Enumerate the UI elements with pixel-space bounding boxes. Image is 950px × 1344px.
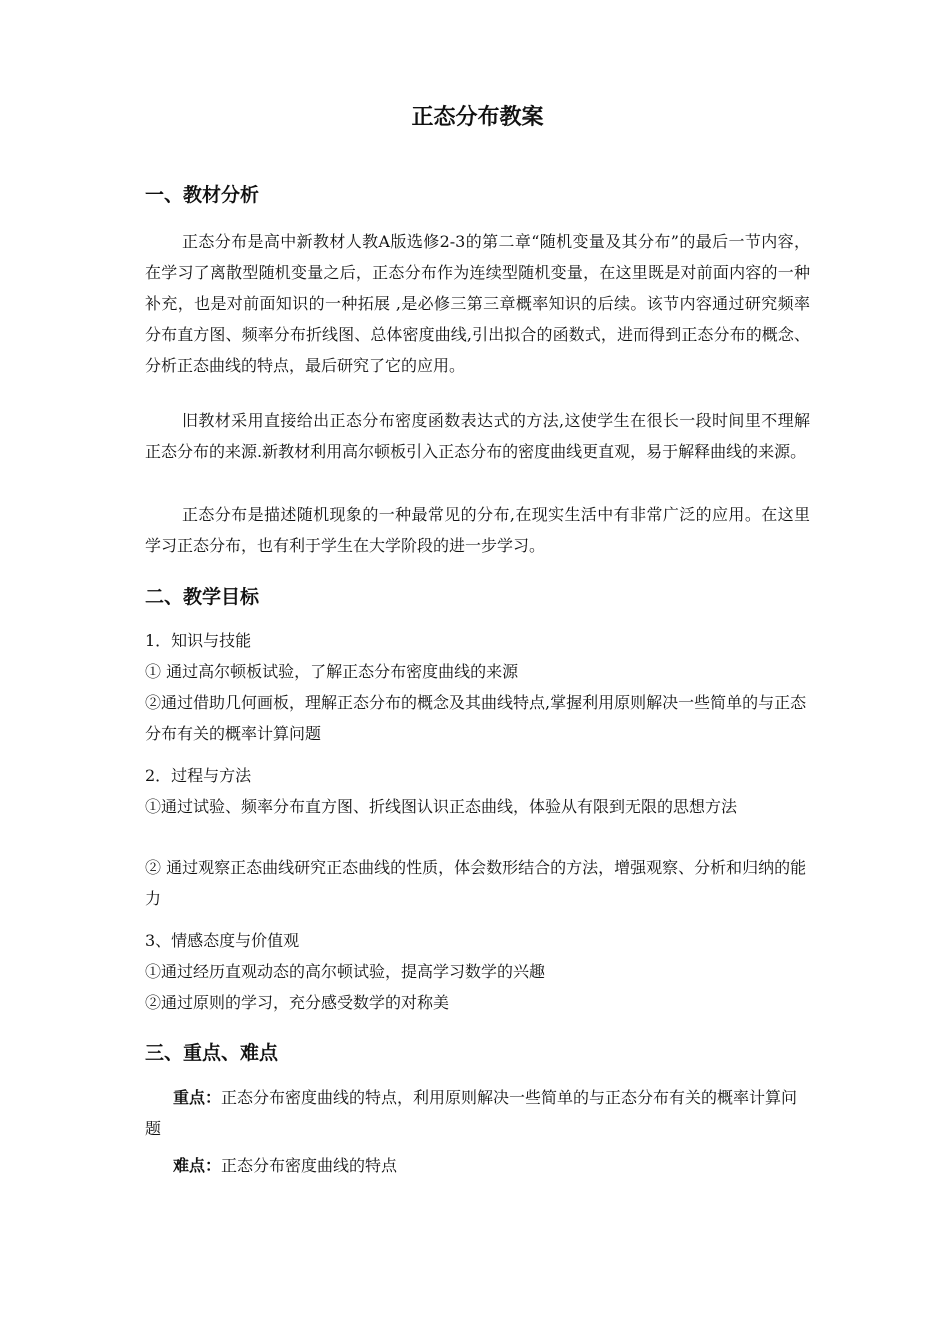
section-heading-key-difficult-points: 三、重点、难点 bbox=[145, 1042, 279, 1064]
document-title: 正态分布教案 bbox=[411, 105, 544, 130]
key-point-text: 正态分布密度曲线的特点，利用原则解决一些简单的与正态分布有关的概率计算问题 bbox=[145, 1088, 798, 1138]
difficult-point-separator: ： bbox=[205, 1156, 222, 1175]
paragraph: 正态分布是描述随机现象的一种最常见的分布,在现实生活中有非常广泛的应用。在这里学习正态分布，也有利于学生在大学阶段的进一步学习。 bbox=[145, 505, 810, 555]
goal-item: ① 通过高尔顿板试验，了解正态分布密度曲线的来源 bbox=[145, 662, 519, 681]
goal-item: ②通过借助几何画板，理解正态分布的概念及其曲线特点,掌握利用原则解决一些简单的与正态分布有关的概率计算问题 bbox=[145, 693, 807, 743]
section-heading-textbook-analysis: 一、教材分析 bbox=[145, 184, 260, 206]
goal-item: ②通过原则的学习，充分感受数学的对称美 bbox=[145, 993, 450, 1012]
goal-group-label: 1．知识与技能 bbox=[145, 631, 252, 650]
key-point-paragraph bbox=[145, 1082, 810, 1144]
goal-item: ② 通过观察正态曲线研究正态曲线的性质，体会数形结合的方法，增强观察、分析和归纳的能力 bbox=[145, 858, 807, 908]
key-point-separator: ： bbox=[205, 1088, 222, 1107]
goal-item: ①通过经历直观动态的高尔顿试验，提高学习数学的兴趣 bbox=[145, 962, 546, 981]
section-heading-teaching-goals: 二、教学目标 bbox=[145, 586, 260, 608]
goal-item: ①通过试验、频率分布直方图、折线图认识正态曲线，体验从有限到无限的思想方法 bbox=[145, 797, 738, 816]
goal-group-label: 3、情感态度与价值观 bbox=[145, 931, 300, 950]
difficult-point-text: 正态分布密度曲线的特点 bbox=[221, 1156, 398, 1175]
paragraph: 正态分布是高中新教材人教A版选修2-3的第二章“随机变量及其分布”的最后一节内容，在学习了离散型随机变量之后，正态分布作为连续型随机变量，在这里既是对前面内容的一种补充，也是对前面知识的一种拓展 ,是必修三第三章概率知识的后续。该节内容通过研究频率分布直方图、频率分布折线图、总体密度曲线,引出拟合的函数式，进而得到正态分布的概念、分析正态曲线的特点，最后研究了它的应用。 bbox=[145, 232, 810, 375]
key-point-label: 重点 bbox=[173, 1088, 206, 1107]
difficult-point-label: 难点 bbox=[173, 1156, 206, 1175]
difficult-point-paragraph bbox=[145, 1150, 810, 1181]
goal-group-label: 2．过程与方法 bbox=[145, 766, 252, 785]
paragraph: 旧教材采用直接给出正态分布密度函数表达式的方法,这使学生在很长一段时间里不理解正态分布的来源.新教材利用高尔顿板引入正态分布的密度曲线更直观，易于解释曲线的来源。 bbox=[145, 411, 810, 461]
